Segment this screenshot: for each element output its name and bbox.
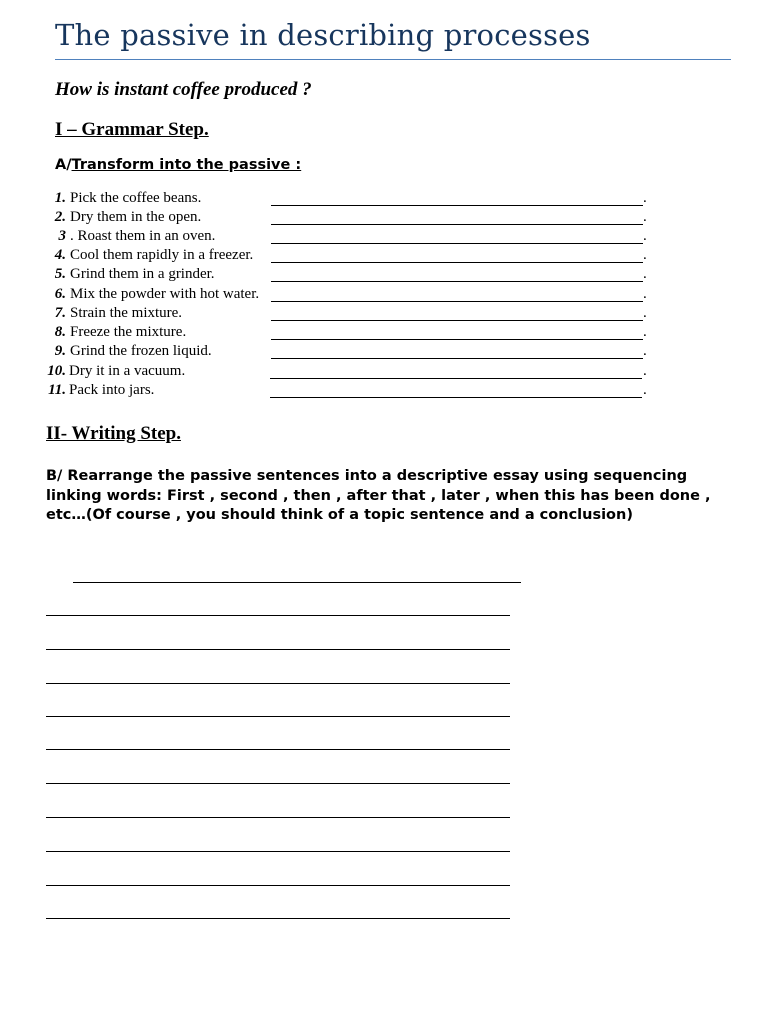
exercise-item	[0, 266, 768, 285]
exercise-item-text: Mix the powder with hot water.	[70, 286, 260, 302]
exercise-item-text: . Roast them in an oven.	[70, 228, 216, 244]
answer-blank[interactable]	[271, 269, 643, 282]
exercise-item-text: Grind the frozen liquid.	[70, 343, 212, 359]
exercise-item-number-text: 3	[58, 228, 66, 244]
exercise-item-number-text: 5.	[54, 266, 66, 282]
exercise-item-number-text: 9.	[54, 343, 66, 359]
answer-blank[interactable]	[271, 327, 643, 340]
writing-line[interactable]	[46, 885, 510, 886]
answer-period: .	[643, 363, 647, 379]
answer-blank[interactable]	[271, 231, 643, 244]
exercise-item-text: Pick the coffee beans.	[70, 190, 202, 206]
answer-blank[interactable]	[270, 385, 642, 398]
section-writing-heading: II- Writing Step.	[46, 423, 181, 444]
exercise-item	[0, 363, 768, 382]
exercise-item-text: Dry it in a vacuum.	[69, 363, 186, 379]
answer-blank[interactable]	[271, 308, 643, 321]
exercise-item-number-text: 6.	[54, 286, 66, 302]
answer-period: .	[643, 286, 647, 302]
exercise-a-instruction	[55, 157, 301, 173]
title-rule	[55, 59, 731, 60]
answer-period: .	[643, 382, 647, 398]
answer-period: .	[643, 266, 647, 282]
exercise-item	[0, 382, 768, 401]
exercise-item	[0, 305, 768, 324]
writing-line[interactable]	[46, 851, 510, 852]
answer-blank[interactable]	[271, 289, 643, 302]
exercise-item	[0, 247, 768, 266]
writing-line[interactable]	[73, 582, 521, 583]
answer-blank[interactable]	[271, 212, 643, 225]
exercise-b-instruction: B/ Rearrange the passive sentences into a descriptive essay using sequencing linking words: First , second , then , after that , later , when this has been done , etc…(Of course , you should think of a topic sentence and a conclusion)	[46, 468, 711, 523]
answer-period: .	[643, 247, 647, 263]
answer-period: .	[643, 209, 647, 225]
exercise-item	[0, 324, 768, 343]
exercise-item-text: Cool them rapidly in a freezer.	[70, 247, 254, 263]
exercise-item	[0, 209, 768, 228]
exercise-a-label: Transform into the passive :	[71, 157, 302, 173]
exercise-item-text: Strain the mixture.	[70, 305, 183, 321]
exercise-item-text: Freeze the mixture.	[70, 324, 187, 340]
writing-line[interactable]	[46, 918, 510, 919]
exercise-item-number-text: 10.	[47, 363, 66, 379]
exercise-item-text: Pack into jars.	[69, 382, 155, 398]
exercise-item-number-text: 8.	[54, 324, 66, 340]
answer-period: .	[643, 324, 647, 340]
answer-period: .	[643, 190, 647, 206]
writing-line[interactable]	[46, 649, 510, 650]
exercise-item	[0, 228, 768, 247]
exercise-item-number-text: 2.	[54, 209, 66, 225]
writing-line[interactable]	[46, 783, 510, 784]
writing-line[interactable]	[46, 749, 510, 750]
answer-blank[interactable]	[271, 346, 643, 359]
exercise-item-text: Grind them in a grinder.	[70, 266, 215, 282]
answer-period: .	[643, 305, 647, 321]
answer-period: .	[643, 228, 647, 244]
exercise-item-number-text: 4.	[54, 247, 66, 263]
writing-line[interactable]	[46, 817, 510, 818]
exercise-item	[0, 343, 768, 362]
section-grammar-heading: I – Grammar Step.	[55, 119, 209, 140]
exercise-item-number-text: 7.	[54, 305, 66, 321]
exercise-item	[0, 286, 768, 305]
answer-blank[interactable]	[271, 193, 643, 206]
answer-blank[interactable]	[270, 366, 642, 379]
answer-blank[interactable]	[271, 250, 643, 263]
exercise-item-number-text: 11.	[48, 382, 66, 398]
exercise-item-number-text: 1.	[54, 190, 66, 206]
question-heading: How is instant coffee produced ?	[55, 79, 312, 100]
page-title: The passive in describing processes	[55, 18, 591, 52]
writing-line[interactable]	[46, 716, 510, 717]
exercise-item-text: Dry them in the open.	[70, 209, 202, 225]
writing-line[interactable]	[46, 615, 510, 616]
writing-line[interactable]	[46, 683, 510, 684]
exercise-item	[0, 190, 768, 209]
exercise-a-prefix: A/	[55, 157, 72, 173]
answer-period: .	[643, 343, 647, 359]
